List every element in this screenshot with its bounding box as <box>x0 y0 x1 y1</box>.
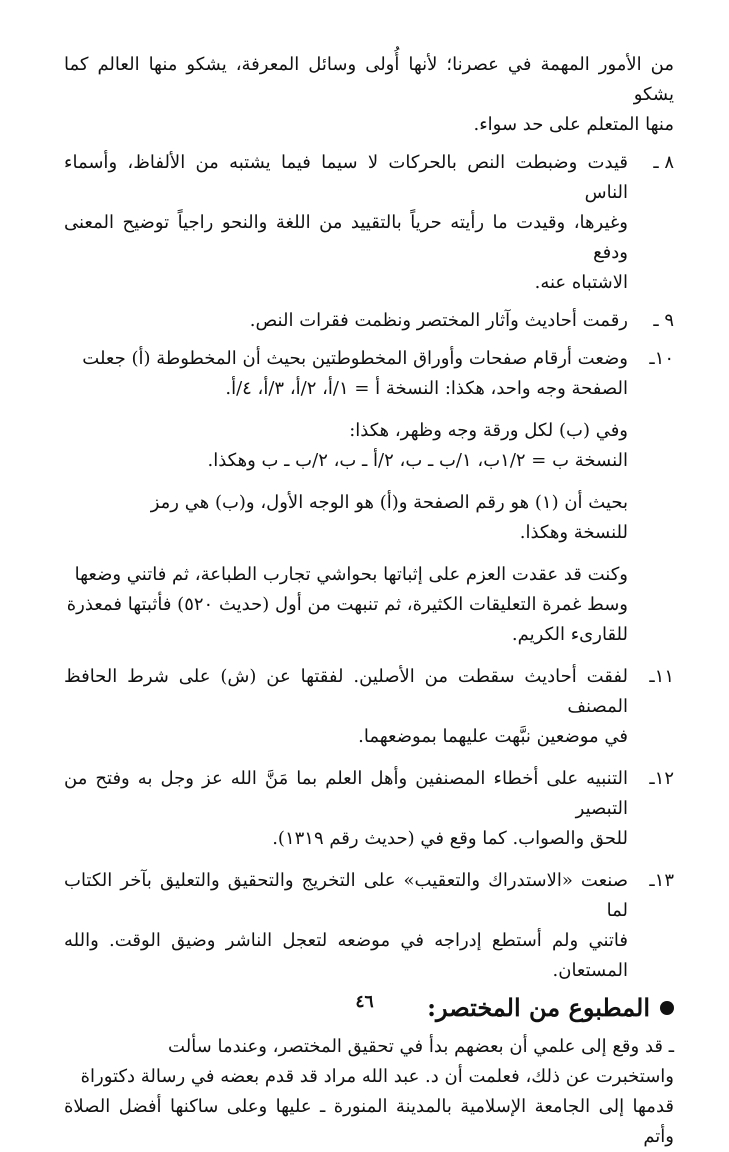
list-item-11: ١١ـ لفقت أحاديث سقطت من الأصلين. لفقتها عن (ش) على شرط الحافظ المصنف في موضعين نبَّهت عليهما بموضعهما. <box>64 666 674 747</box>
item10-explanation: بحيث أن (١) هو رقم الصفحة و(أ) هو الوجه الأول، و(ب) هي رمز للنسخة وهكذا. <box>150 492 628 543</box>
remark-paragraph: وكنت قد عقدت العزم على إثباتها بحواشي تجارب الطباعة، ثم فاتني وضعها وسط غمرة التعليقات الكثيرة، ثم تنبهت من أول (حديث ٥٢٠) فأثبتها فمعذرة للقارىء الكريم. <box>66 564 628 645</box>
list-item-9: ٩ ـ رقمت أحاديث وآثار المختصر ونظمت فقرات النص. <box>249 310 674 331</box>
list-item-13: ١٣ـ صنعت «الاستدراك والتعقيب» على التخريج والتحقيق والتعليق بآخر الكتاب لما فاتني ولم أستطع إدراجه في موضعه لتعجل الناشر وضيق الوقت. والله المستعان. <box>64 870 674 981</box>
list-item-12: ١٢ـ التنبيه على أخطاء المصنفين وأهل العلم بما مَنَّ الله عز وجل به وفتح من التبصير للحق والصواب. كما وقع في (حديث رقم ١٣١٩). <box>64 768 674 849</box>
final-paragraph: ـ قد وقع إلى علمي أن بعضهم بدأ في تحقيق المختصر، وعندما سألت واستخبرت عن ذلك، فعلمت أن د. عبد الله مراد قد قدم بعضه في رسالة دكتوراة قدمها إلى الجامعة الإسلامية بالمدينة المنورة ـ عليها وعلى ساكنها أفضل الصلاة وأتم <box>64 1036 674 1147</box>
section-heading: المطبوع من المختصر: <box>64 988 674 1028</box>
intro-paragraph: من الأمور المهمة في عصرنا؛ لأنها أُولى وسائل المعرفة، يشكو منها العالم كما يشكو منها المتعلم على حد سواء. <box>64 54 674 135</box>
page-number: ٤٦ <box>355 992 374 1012</box>
list-item-10: ١٠ـ وضعت أرقام صفحات وأوراق المخطوطتين بحيث أن المخطوطة (أ) جعلت الصفحة وجه واحد، هكذا: النسخة أ = ١/أ، ٢/أ، ٣/أ، ٤/أ. <box>82 348 674 399</box>
page-body <box>64 50 674 1152</box>
list-item-8: ٨ ـ قيدت وضبطت النص بالحركات لا سيما فيما يشتبه من الألفاظ، وأسماء الناس وغيرها، وقيدت ما رأيته حرياً بالتقييد من اللغة والنحو راجياً توضيح المعنى ودفع الاشتباه عنه. <box>64 152 674 293</box>
item10-copy-b: وفي (ب) لكل ورقة وجه وظهر، هكذا: النسخة ب = ١/٢ب، ١/ب ـ ب، ٢/أ ـ ب، ٢/ب ـ ب وهكذا. <box>207 420 628 471</box>
